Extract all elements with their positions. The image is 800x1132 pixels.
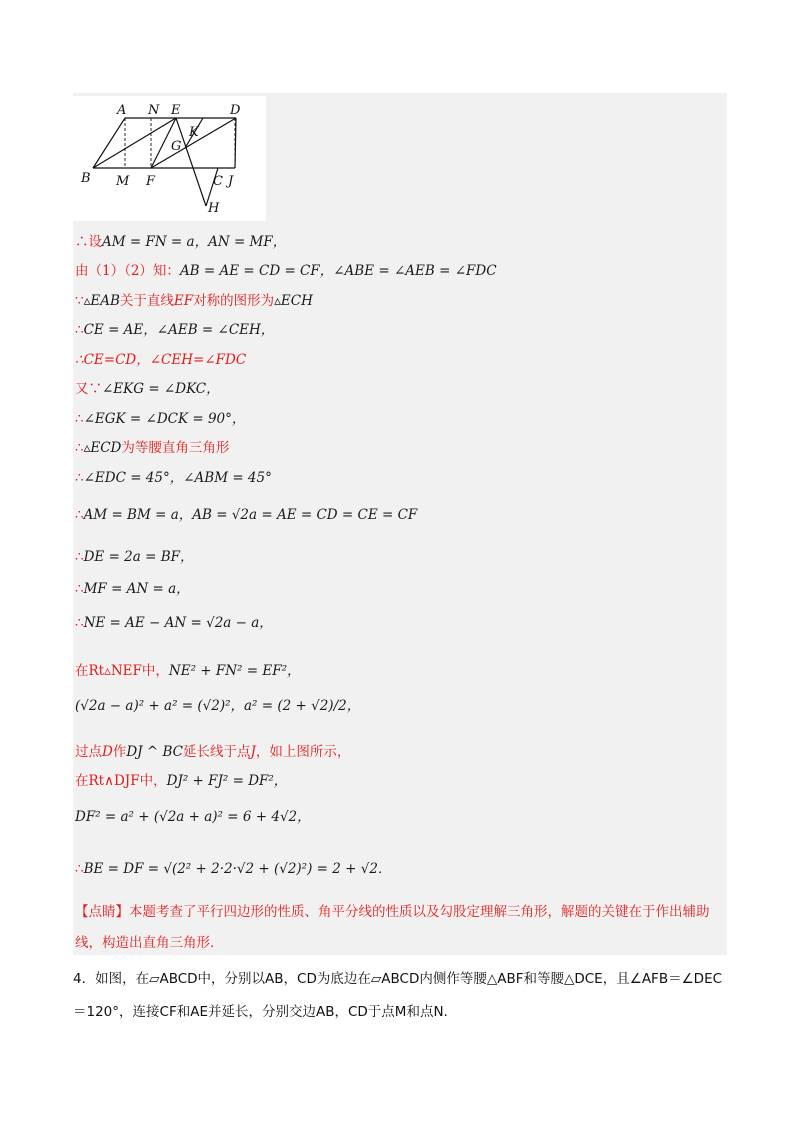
- line-prefix: ∴: [75, 440, 84, 456]
- solution-line-4: [75, 321, 274, 339]
- solution-line-12: [75, 580, 190, 598]
- key-point-note: [75, 897, 725, 959]
- math-expr: AM = FN = a，AN = MF，: [102, 234, 287, 250]
- line-prefix: 由（1）（2）知：: [75, 263, 180, 279]
- math-expr: MF = AN = a，: [83, 581, 190, 597]
- line-prefix: 在Rt▵NEF中，: [75, 663, 169, 679]
- math-expr: DJ ^ BC: [126, 744, 183, 760]
- line-name: EF: [173, 293, 194, 309]
- line-text: ，如上图所示，: [255, 744, 351, 760]
- line-text: 延长线于点: [182, 744, 251, 760]
- line-prefix: ∴: [75, 322, 84, 338]
- solution-line-16: [75, 743, 350, 761]
- math-expr: ▵ECD: [83, 440, 122, 456]
- label-J: J: [228, 174, 234, 189]
- math-expr: DJ² + FJ² = DF²，: [166, 773, 288, 789]
- note-text: 本题考查了平行四边形的性质、角平分线的性质以及勾股定理解三角形，解题的关键在于作出辅助线，构造出直角三角形.: [75, 904, 710, 951]
- solution-line-7: [75, 410, 245, 428]
- solution-line-9: [75, 469, 272, 487]
- point-name: J: [250, 744, 256, 760]
- label-C: C: [213, 174, 223, 189]
- label-N: N: [148, 103, 160, 118]
- math-expr: ∠EKG = ∠DKC，: [102, 381, 220, 397]
- math-expr: DF² = a² + (√2a + a)² = 6 + 4√2，: [75, 809, 311, 825]
- line-prefix: ∴: [75, 549, 84, 565]
- label-D: D: [230, 103, 241, 118]
- math-expr: AB = AE = CD = CF，∠ABE = ∠AEB = ∠FDC: [179, 263, 497, 279]
- label-M: M: [116, 174, 130, 189]
- math-expr: BE = DF = √(2² + 2·2·√2 + (√2)²) = 2 + √2．: [83, 861, 392, 877]
- question-number: 4．: [73, 971, 96, 987]
- solution-line-3: [75, 292, 313, 310]
- math-expr: NE² + FN² = EF²，: [168, 663, 301, 679]
- line-text: 关于直线: [119, 293, 174, 309]
- solution-line-17: [75, 772, 287, 790]
- line-prefix: 过点: [75, 744, 102, 760]
- note-tag: 【点睛】: [75, 904, 129, 920]
- math-expr: DE = 2a = BF，: [83, 549, 194, 565]
- label-H: H: [208, 201, 220, 216]
- solution-line-19: [75, 860, 391, 878]
- math-expr: ▵ECH: [274, 293, 313, 309]
- label-B: B: [81, 171, 91, 186]
- line-prefix: ∴: [75, 411, 84, 427]
- question-text: 如图，在▱ABCD中，分别以AB，CD为底边在▱ABCD内侧作等腰△ABF和等腰△DCE，且∠AFB＝∠DEC＝120°，连接CF和AE并延长，分别交边AB，CD于点M和点N.: [73, 971, 723, 1020]
- line-prefix: 在Rt∧DJF中，: [75, 773, 167, 789]
- label-G: G: [171, 139, 182, 154]
- geometry-figure: [73, 96, 266, 221]
- solution-line-14: [75, 662, 301, 680]
- math-expr: (√2a − a)² + a² = (√2)²，a² = (2 + √2)/2，: [75, 698, 361, 714]
- solution-line-13: [75, 614, 273, 632]
- solution-line-8: [75, 439, 229, 457]
- math-expr: ▵EAB: [83, 293, 120, 309]
- question-4: [73, 963, 733, 1029]
- line-prefix: ∴: [75, 615, 84, 631]
- label-E: E: [171, 103, 181, 118]
- label-K: K: [189, 125, 199, 140]
- line-prefix: ∴: [75, 861, 84, 877]
- solution-line-1: [75, 233, 286, 251]
- math-expr: ∠EDC = 45°，∠ABM = 45°: [83, 470, 272, 486]
- line-prefix: ∴: [75, 470, 84, 486]
- line-prefix: ∴: [75, 581, 84, 597]
- line-text: 作: [112, 744, 127, 760]
- line-prefix: ∵: [75, 293, 84, 309]
- point-name: D: [102, 744, 113, 760]
- label-A: A: [117, 103, 127, 118]
- math-expr: AM = BM = a，AB = √2a = AE = CD = CE = CF: [83, 507, 418, 523]
- solution-line-2: [75, 262, 497, 280]
- line-prefix: ∴: [75, 507, 84, 523]
- line-text: 对称的图形为: [193, 293, 275, 309]
- math-expr: NE = AE − AN = √2a − a，: [83, 615, 273, 631]
- line-text: 为等腰直角三角形: [121, 440, 230, 456]
- parallelogram-diagram: [73, 96, 266, 221]
- solution-line-6: [75, 380, 220, 398]
- solution-line-15: [75, 697, 360, 715]
- math-expr: CE = AE，∠AEB = ∠CEH，: [83, 322, 275, 338]
- line-prefix: 又∵: [75, 381, 102, 397]
- line-prefix: ∴设: [75, 234, 102, 250]
- solution-line-11: [75, 548, 194, 566]
- solution-line-5: ∴CE=CD，∠CEH=∠FDC: [75, 352, 247, 368]
- label-F: F: [146, 174, 156, 189]
- solution-line-10: [75, 506, 417, 524]
- solution-line-18: [75, 808, 311, 826]
- math-expr: ∠EGK = ∠DCK = 90°，: [83, 411, 246, 427]
